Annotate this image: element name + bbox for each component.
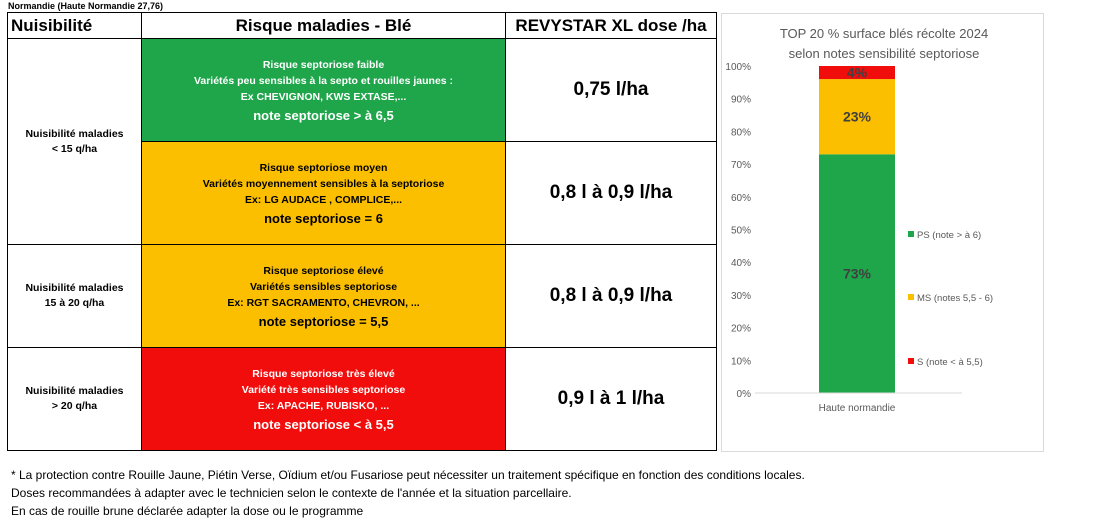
footnote: * La protection contre Rouille Jaune, Piétin Verse, Oïdium et/ou Fusariose peut nécessiter un traitement spécifique en fonction des conditions locales. xyxy=(11,468,805,482)
risk-level: Risque septoriose élevé xyxy=(263,264,384,277)
bar-stack xyxy=(819,65,895,393)
nuisibilite-label: Nuisibilité maladies xyxy=(25,385,124,397)
risk-examples: Ex: APACHE, RUBISKO, ... xyxy=(257,399,390,412)
legend-swatch xyxy=(908,358,914,364)
dose-cell: 0,8 l à 0,9 l/ha xyxy=(506,245,717,348)
risk-cell xyxy=(142,348,506,451)
risk-level: Risque septoriose très élevé xyxy=(252,367,395,380)
dose-cell: 0,9 l à 1 l/ha xyxy=(506,348,717,451)
chart-svg xyxy=(722,14,1045,453)
legend-label: MS (notes 5,5 - 6) xyxy=(917,293,994,304)
y-tick-label: 30% xyxy=(730,290,751,302)
y-tick-label: 90% xyxy=(730,94,751,106)
dose-cell: 0,8 l à 0,9 l/ha xyxy=(506,142,717,245)
risk-level: Risque septoriose faible xyxy=(262,58,385,71)
risk-level: Risque septoriose moyen xyxy=(259,161,388,174)
footnote: Doses recommandées à adapter avec le technicien selon le contexte de l'année et la situation parcellaire. xyxy=(11,486,572,500)
risk-note: note septoriose = 5,5 xyxy=(258,313,389,329)
data-label: 4% xyxy=(846,64,868,81)
table-row xyxy=(8,348,717,451)
header-dose: REVYSTAR XL dose /ha xyxy=(506,13,717,39)
legend-swatch xyxy=(908,231,914,237)
y-tick-label: 60% xyxy=(730,192,751,204)
nuisibilite-label: Nuisibilité maladies xyxy=(25,282,124,294)
y-tick-label: 100% xyxy=(725,62,751,73)
y-tick-label: 80% xyxy=(730,127,751,139)
y-tick-label: 10% xyxy=(730,356,751,368)
nuisibilite-range: > 20 q/ha xyxy=(51,400,98,412)
x-axis xyxy=(755,393,962,414)
risk-cell xyxy=(142,245,506,348)
dose-cell: 0,75 l/ha xyxy=(506,39,717,142)
legend-label: S (note < à 5,5) xyxy=(917,357,983,368)
risk-varieties: Variétés peu sensibles à la septo et rouilles jaunes : xyxy=(193,74,454,87)
data-label: 23% xyxy=(842,108,872,125)
nuisibilite-range: 15 à 20 q/ha xyxy=(44,297,105,309)
legend-swatch xyxy=(908,294,914,300)
footnotes xyxy=(11,466,805,520)
nuisibilite-cell xyxy=(8,348,142,451)
risk-examples: Ex: RGT SACRAMENTO, CHEVRON, ... xyxy=(227,296,420,309)
y-tick-label: 40% xyxy=(730,258,751,270)
nuisibilite-cell xyxy=(8,39,142,245)
risk-cell xyxy=(142,39,506,142)
stacked-bar-chart xyxy=(721,13,1044,452)
risk-varieties: Variétés sensibles septoriose xyxy=(249,280,398,293)
x-tick-label: Haute normandie xyxy=(818,403,896,414)
header-risque: Risque maladies - Blé xyxy=(142,13,506,39)
risk-varieties: Variétés moyennement sensibles à la septoriose xyxy=(202,177,445,190)
y-tick-label: 50% xyxy=(730,225,751,237)
y-axis xyxy=(725,62,751,400)
nuisibilite-label: Nuisibilité maladies xyxy=(25,127,124,140)
risk-note: note septoriose > à 6,5 xyxy=(253,107,394,123)
risk-note: note septoriose = 6 xyxy=(264,210,383,226)
y-tick-label: 20% xyxy=(730,323,751,335)
table-row xyxy=(8,39,717,142)
chart-title-line-1: TOP 20 % surface blés récolte 2024 xyxy=(779,26,989,41)
region-title: Normandie (Haute Normandie 27,76) xyxy=(8,1,164,11)
footnote: En cas de rouille brune déclarée adapter la dose ou le programme xyxy=(11,504,364,518)
legend-label: PS (note > à 6) xyxy=(917,230,982,241)
legend xyxy=(908,230,993,368)
chart-title-line-2: selon notes sensibilité septoriose xyxy=(788,46,980,61)
dose-recommendation-table xyxy=(7,12,717,451)
nuisibilite-range: < 15 q/ha xyxy=(51,142,98,155)
data-label: 73% xyxy=(842,265,872,282)
table-header-row xyxy=(8,13,717,39)
risk-cell xyxy=(142,142,506,245)
risk-examples: Ex CHEVIGNON, KWS EXTASE,... xyxy=(240,90,407,103)
header-nuisibilite: Nuisibilité xyxy=(8,13,142,39)
risk-note: note septoriose < à 5,5 xyxy=(253,416,394,432)
table-row xyxy=(8,245,717,348)
nuisibilite-cell xyxy=(8,245,142,348)
y-tick-label: 0% xyxy=(736,389,751,400)
y-tick-label: 70% xyxy=(730,160,751,172)
risk-varieties: Variété très sensibles septoriose xyxy=(241,383,406,396)
risk-examples: Ex: LG AUDACE , COMPLICE,... xyxy=(244,193,403,206)
